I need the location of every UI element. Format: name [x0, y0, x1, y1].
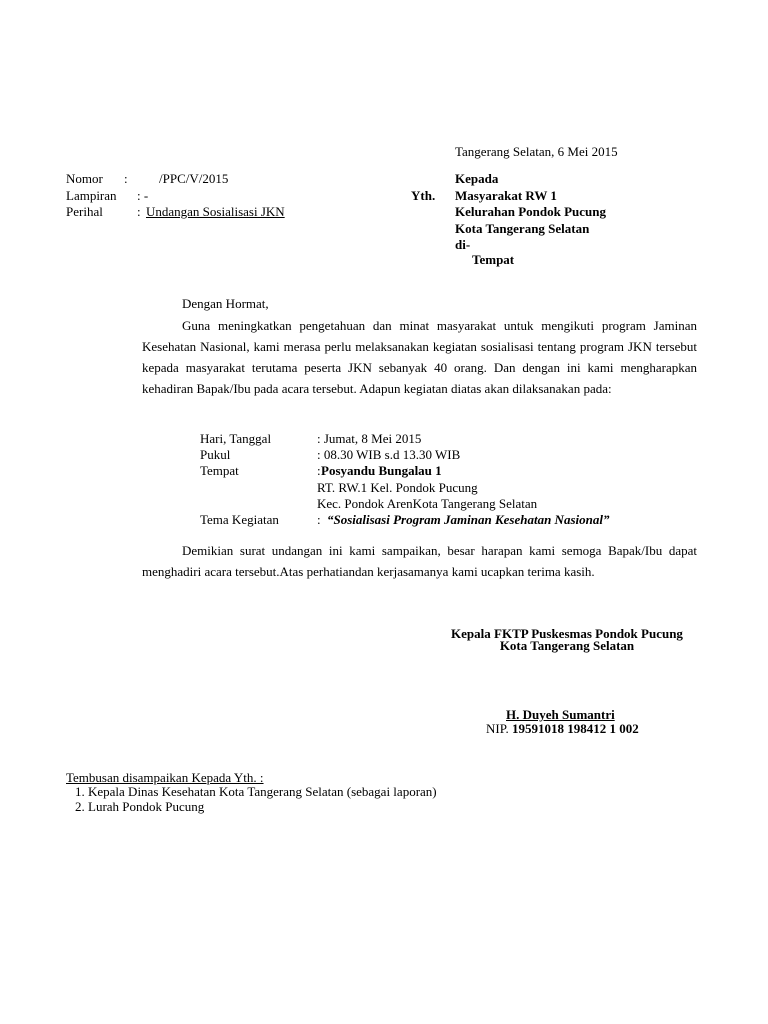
- perihal-value: Undangan Sosialisasi JKN: [146, 204, 285, 219]
- address-line-1: RT. RW.1 Kel. Pondok Pucung: [317, 480, 478, 495]
- perihal-label: Perihal: [66, 204, 103, 219]
- letter-date: Tangerang Selatan, 6 Mei 2015: [455, 144, 618, 159]
- tema-label: Tema Kegiatan: [200, 512, 279, 527]
- signer-nip: [486, 721, 639, 737]
- tema-value: “Sosialisasi Program Jaminan Kesehatan Nasional”: [327, 512, 610, 527]
- recipient-yth: Yth.: [411, 188, 436, 203]
- cc-heading: Tembusan disampaikan Kepada Yth. :: [66, 770, 264, 785]
- recipient-line2: Kelurahan Pondok Pucung: [455, 204, 606, 219]
- lampiran-value: : -: [137, 188, 149, 203]
- nip-value: 19591018 198412 1 002: [512, 721, 639, 736]
- pukul-value: : 08.30 WIB s.d 13.30 WIB: [317, 447, 461, 462]
- hari-value: : Jumat, 8 Mei 2015: [317, 431, 422, 446]
- tempat-colon: :: [317, 463, 321, 478]
- cc-list: [66, 784, 437, 814]
- recipient-line3: Kota Tangerang Selatan: [455, 221, 590, 236]
- nomor-value: /PPC/V/2015: [159, 171, 229, 186]
- signature-title-2: Kota Tangerang Selatan: [499, 638, 635, 653]
- body-paragraph-1: [142, 315, 697, 399]
- body-paragraph-2: [142, 540, 697, 582]
- lampiran-label: Lampiran: [66, 188, 117, 203]
- recipient-tempat: Tempat: [472, 252, 515, 267]
- tempat-label: Tempat: [200, 463, 239, 478]
- nomor-label: Nomor: [66, 171, 103, 186]
- signature-title-1: Kepala FKTP Puskesmas Pondok Pucung: [451, 626, 683, 641]
- recipient-line1: Masyarakat RW 1: [455, 188, 557, 203]
- hari-label: Hari, Tanggal: [200, 431, 272, 446]
- greeting: Dengan Hormat,: [182, 296, 269, 311]
- nip-label: NIP.: [486, 721, 509, 736]
- recipient-kepada: Kepada: [455, 171, 499, 186]
- paragraph-1-text: Guna meningkatkan pengetahuan dan minat masyarakat untuk mengikuti program Jaminan Kesehatan Nasional, kami merasa perlu melaksanakan kegiatan sosialisasi tentang program JKN tersebut kepada masyarakat terutama peserta JKN sebanyak 40 orang. Dan dengan ini kami mengharapkan kehadiran Bapak/Ibu pada acara tersebut. Adapun kegiatan diatas akan dilaksanakan pada:: [142, 318, 697, 396]
- perihal-colon: :: [137, 204, 141, 219]
- recipient-di: di-: [455, 237, 471, 252]
- paragraph-2-text: Demikian surat undangan ini kami sampaikan, besar harapan kami semoga Bapak/Ibu dapat menghadiri acara tersebut.Atas perhatiandan kerjasamanya kami ucapkan terima kasih.: [142, 543, 697, 579]
- tempat-value: Posyandu Bungalau 1: [321, 463, 442, 478]
- signer-name: H. Duyeh Sumantri: [506, 707, 615, 722]
- tema-colon: :: [317, 512, 321, 527]
- address-line-2: Kec. Pondok ArenKota Tangerang Selatan: [317, 496, 538, 511]
- nomor-separator: :: [124, 171, 128, 186]
- pukul-label: Pukul: [200, 447, 231, 462]
- cc-item: 2. Lurah Pondok Pucung: [88, 799, 437, 814]
- cc-item: 1. Kepala Dinas Kesehatan Kota Tangerang Selatan (sebagai laporan): [88, 784, 437, 799]
